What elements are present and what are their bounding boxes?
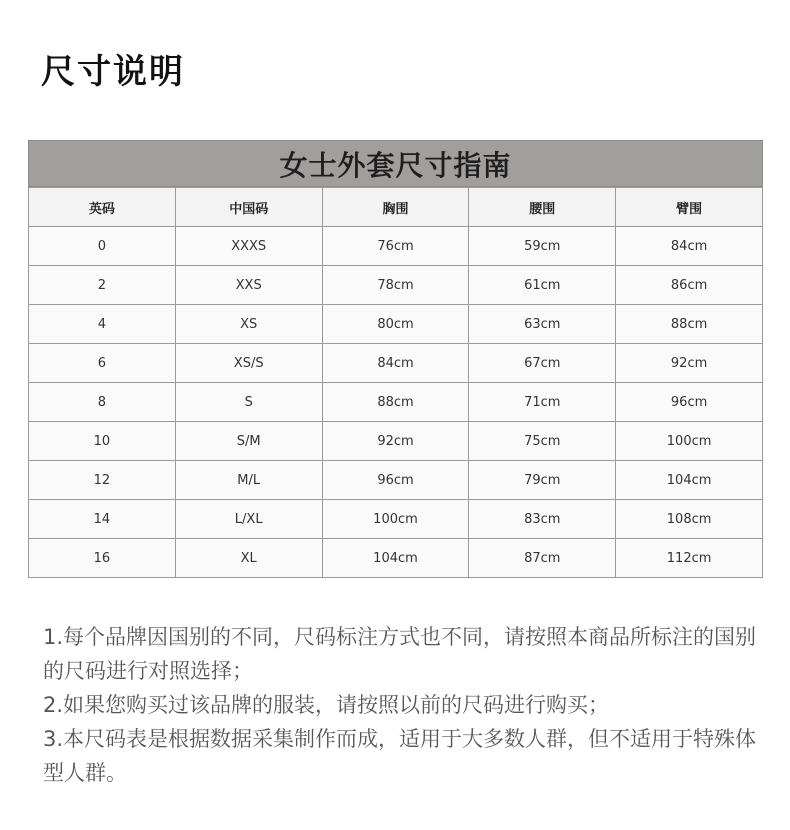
cell-bust: 76cm — [322, 227, 469, 266]
table-row — [29, 227, 763, 266]
cell-uk-size: 12 — [29, 461, 176, 500]
note-item: 2.如果您购买过该品牌的服装，请按照以前的尺码进行购买； — [43, 693, 610, 717]
note-item: 1.每个品牌因国别的不同，尺码标注方式也不同，请按照本商品所标注的国别的尺码进行对照选择； — [43, 625, 757, 683]
cell-cn-size: XXXS — [175, 227, 322, 266]
cell-cn-size: XXS — [175, 266, 322, 305]
table-header-row — [29, 188, 763, 227]
size-table — [28, 187, 763, 578]
table-row — [29, 383, 763, 422]
cell-cn-size: XS — [175, 305, 322, 344]
cell-bust: 78cm — [322, 266, 469, 305]
cell-bust: 84cm — [322, 344, 469, 383]
cell-waist: 79cm — [469, 461, 616, 500]
cell-waist: 59cm — [469, 227, 616, 266]
table-row — [29, 422, 763, 461]
header-cn-size: 中国码 — [175, 188, 322, 227]
header-arm: 臂围 — [616, 188, 763, 227]
cell-bust: 88cm — [322, 383, 469, 422]
table-row — [29, 500, 763, 539]
cell-uk-size: 4 — [29, 305, 176, 344]
cell-waist: 61cm — [469, 266, 616, 305]
cell-waist: 87cm — [469, 539, 616, 578]
cell-arm: 108cm — [616, 500, 763, 539]
cell-arm: 88cm — [616, 305, 763, 344]
page-title: 尺寸说明 — [41, 52, 185, 92]
size-table-body — [29, 227, 763, 578]
cell-arm: 112cm — [616, 539, 763, 578]
cell-uk-size: 16 — [29, 539, 176, 578]
header-uk-size: 英码 — [29, 188, 176, 227]
size-notes — [43, 620, 758, 790]
cell-arm: 104cm — [616, 461, 763, 500]
cell-arm: 100cm — [616, 422, 763, 461]
cell-bust: 96cm — [322, 461, 469, 500]
table-row — [29, 305, 763, 344]
cell-cn-size: S — [175, 383, 322, 422]
cell-waist: 63cm — [469, 305, 616, 344]
cell-uk-size: 6 — [29, 344, 176, 383]
cell-uk-size: 2 — [29, 266, 176, 305]
cell-waist: 67cm — [469, 344, 616, 383]
cell-uk-size: 8 — [29, 383, 176, 422]
size-table-container — [28, 140, 763, 578]
table-row — [29, 344, 763, 383]
table-row — [29, 266, 763, 305]
cell-bust: 104cm — [322, 539, 469, 578]
table-row — [29, 539, 763, 578]
table-row — [29, 461, 763, 500]
cell-uk-size: 0 — [29, 227, 176, 266]
cell-waist: 83cm — [469, 500, 616, 539]
cell-bust: 92cm — [322, 422, 469, 461]
cell-uk-size: 14 — [29, 500, 176, 539]
cell-cn-size: S/M — [175, 422, 322, 461]
cell-arm: 96cm — [616, 383, 763, 422]
cell-arm: 92cm — [616, 344, 763, 383]
note-item: 3.本尺码表是根据数据采集制作而成，适用于大多数人群，但不适用于特殊体型人群。 — [43, 727, 757, 785]
cell-waist: 71cm — [469, 383, 616, 422]
cell-cn-size: XS/S — [175, 344, 322, 383]
cell-cn-size: L/XL — [175, 500, 322, 539]
cell-cn-size: M/L — [175, 461, 322, 500]
cell-bust: 80cm — [322, 305, 469, 344]
cell-uk-size: 10 — [29, 422, 176, 461]
cell-arm: 84cm — [616, 227, 763, 266]
cell-arm: 86cm — [616, 266, 763, 305]
cell-waist: 75cm — [469, 422, 616, 461]
header-waist: 腰围 — [469, 188, 616, 227]
cell-cn-size: XL — [175, 539, 322, 578]
header-bust: 胸围 — [322, 188, 469, 227]
table-banner-title: 女士外套尺寸指南 — [28, 140, 763, 187]
cell-bust: 100cm — [322, 500, 469, 539]
